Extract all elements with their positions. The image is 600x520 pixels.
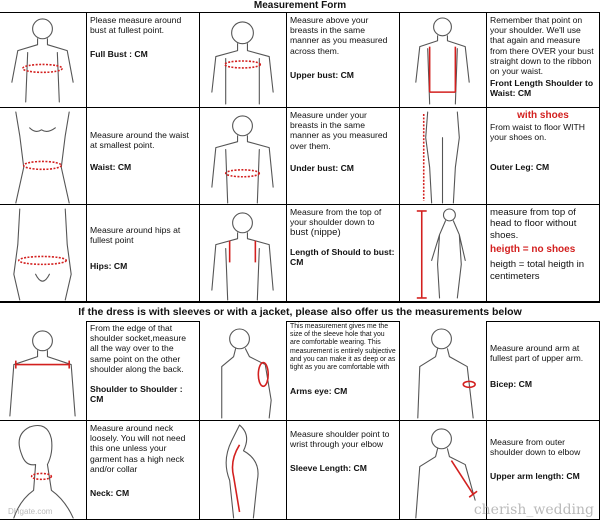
upper-bust-label: Upper bust: CM xyxy=(290,69,354,80)
waist-desc: Measure around the waist at smallest point. xyxy=(90,130,189,151)
upper-bust-text xyxy=(287,13,400,108)
female-arm-icon xyxy=(400,321,486,420)
female-torso-icon xyxy=(200,108,286,204)
shoulder-to-shoulder-label: Shoulder to Shoulder : CM xyxy=(90,384,183,405)
watermark: cherish_wedding xyxy=(473,502,594,518)
outer-leg-label: Outer Leg: CM xyxy=(490,162,550,173)
shoulder-to-bust-text xyxy=(287,205,400,302)
hips-figure xyxy=(0,205,87,302)
female-torso-icon xyxy=(0,108,86,204)
sleeve-banner: If the dress is with sleeves or with a jacket, please also offer us the measurements below xyxy=(0,302,600,322)
full-bust-desc: Please measure around bust at fullest point. xyxy=(90,15,182,36)
shoulder-to-shoulder-text xyxy=(87,321,200,421)
sleeve-length-label: Sleeve Length: CM xyxy=(290,463,367,474)
female-torso-icon xyxy=(0,13,86,107)
upper-arm-length-desc: Measure from outer shoulder down to elbow xyxy=(490,437,581,458)
bicep-text xyxy=(487,321,600,421)
female-side-icon xyxy=(200,421,286,519)
hips-desc: Measure around hips at fullest point xyxy=(90,225,181,246)
upper-bust-desc: Measure above your breasts in the same manner as you measured across them. xyxy=(290,15,388,56)
under-bust-text xyxy=(287,108,400,205)
measurement-grid-top xyxy=(0,13,600,302)
front-length-figure xyxy=(400,13,487,108)
shoulder-to-bust-label: Length of Should to bust: CM xyxy=(290,246,395,268)
outer-leg-figure xyxy=(400,108,487,205)
bicep-label: Bicep: CM xyxy=(490,379,533,390)
sleeve-length-text xyxy=(287,421,400,520)
outer-leg-note: with shoes xyxy=(517,110,569,121)
female-torso-icon xyxy=(200,205,286,301)
front-length-text xyxy=(487,13,600,108)
shoulder-to-bust-figure xyxy=(200,205,287,302)
form-title: Measurement Form xyxy=(0,0,600,13)
arms-eye-label: Arms eye: CM xyxy=(290,386,348,397)
upper-arm-length-label: Upper arm length: CM xyxy=(490,471,580,482)
waist-figure xyxy=(0,108,87,205)
female-back-icon xyxy=(0,321,86,420)
shoulder-to-bust-desc: Measure from the top of your shoulder down to xyxy=(290,207,382,228)
waist-label: Waist: CM xyxy=(90,162,132,173)
front-length-label: Front Length Shoulder to Waist: CM xyxy=(490,78,594,99)
neck-desc: Measure around neck loosely. You will not need this one unless your garment has a high neck and/or collar xyxy=(90,423,186,474)
female-body-icon xyxy=(400,205,486,301)
shoulder-to-shoulder-figure xyxy=(0,321,87,421)
neck-text xyxy=(87,421,200,520)
full-bust-text xyxy=(87,13,200,108)
bicep-figure xyxy=(400,321,487,421)
arms-eye-desc: This measurement gives me the size of the sleeve hole that you are comfortable wearing. This measurement is entirely subjective and you can make it as deep or as tight as you are comfortable with xyxy=(290,323,396,372)
arms-eye-text xyxy=(287,321,400,421)
height-desc: measure from top of head to floor without shoes. xyxy=(490,207,577,241)
waist-text xyxy=(87,108,200,205)
bicep-desc: Measure around arm at fullest part of upper arm. xyxy=(490,343,584,364)
neck-figure xyxy=(0,421,87,520)
dhgate-logo: DHgate.com xyxy=(8,507,53,516)
sleeve-length-desc: Measure shoulder point to wrist through your elbow xyxy=(290,429,390,450)
female-arm-icon xyxy=(200,321,286,420)
height-note: heigth = no shoes xyxy=(490,244,576,256)
full-bust-figure xyxy=(0,13,87,108)
sleeve-length-figure xyxy=(200,421,287,520)
under-bust-label: Under bust: CM xyxy=(290,162,354,173)
female-hips-icon xyxy=(0,205,86,301)
female-legs-icon xyxy=(400,108,486,204)
hips-text xyxy=(87,205,200,302)
shoulder-to-bust-desc2: bust (nippe) xyxy=(290,227,341,239)
female-torso-icon xyxy=(400,13,486,107)
outer-leg-desc: From waist to floor WITH your shoes on. xyxy=(490,122,586,143)
height-label: heigth = total heigth in centimeters xyxy=(490,259,585,282)
height-figure xyxy=(400,205,487,302)
under-bust-desc: Measure under your breasts in the same manner as you measured over them. xyxy=(290,110,388,151)
female-torso-icon xyxy=(200,13,286,107)
neck-label: Neck: CM xyxy=(90,488,130,499)
height-text xyxy=(487,205,600,302)
arms-eye-figure xyxy=(200,321,287,421)
shoulder-to-shoulder-desc: From the edge of that shoulder socket,measure all the way over to the same point on the other shoulder along the back. xyxy=(90,323,187,374)
full-bust-label: Full Bust : CM xyxy=(90,49,148,60)
under-bust-figure xyxy=(200,108,287,205)
outer-leg-text xyxy=(487,108,600,205)
front-length-desc: Remember that point on your shoulder. We'll use that again and measure from there OVER your bust straight down to the ribbon on your waist. xyxy=(490,15,594,77)
female-neck-icon xyxy=(0,421,86,519)
upper-bust-figure xyxy=(200,13,287,108)
hips-label: Hips: CM xyxy=(90,261,128,272)
measurement-grid-bottom xyxy=(0,321,600,520)
